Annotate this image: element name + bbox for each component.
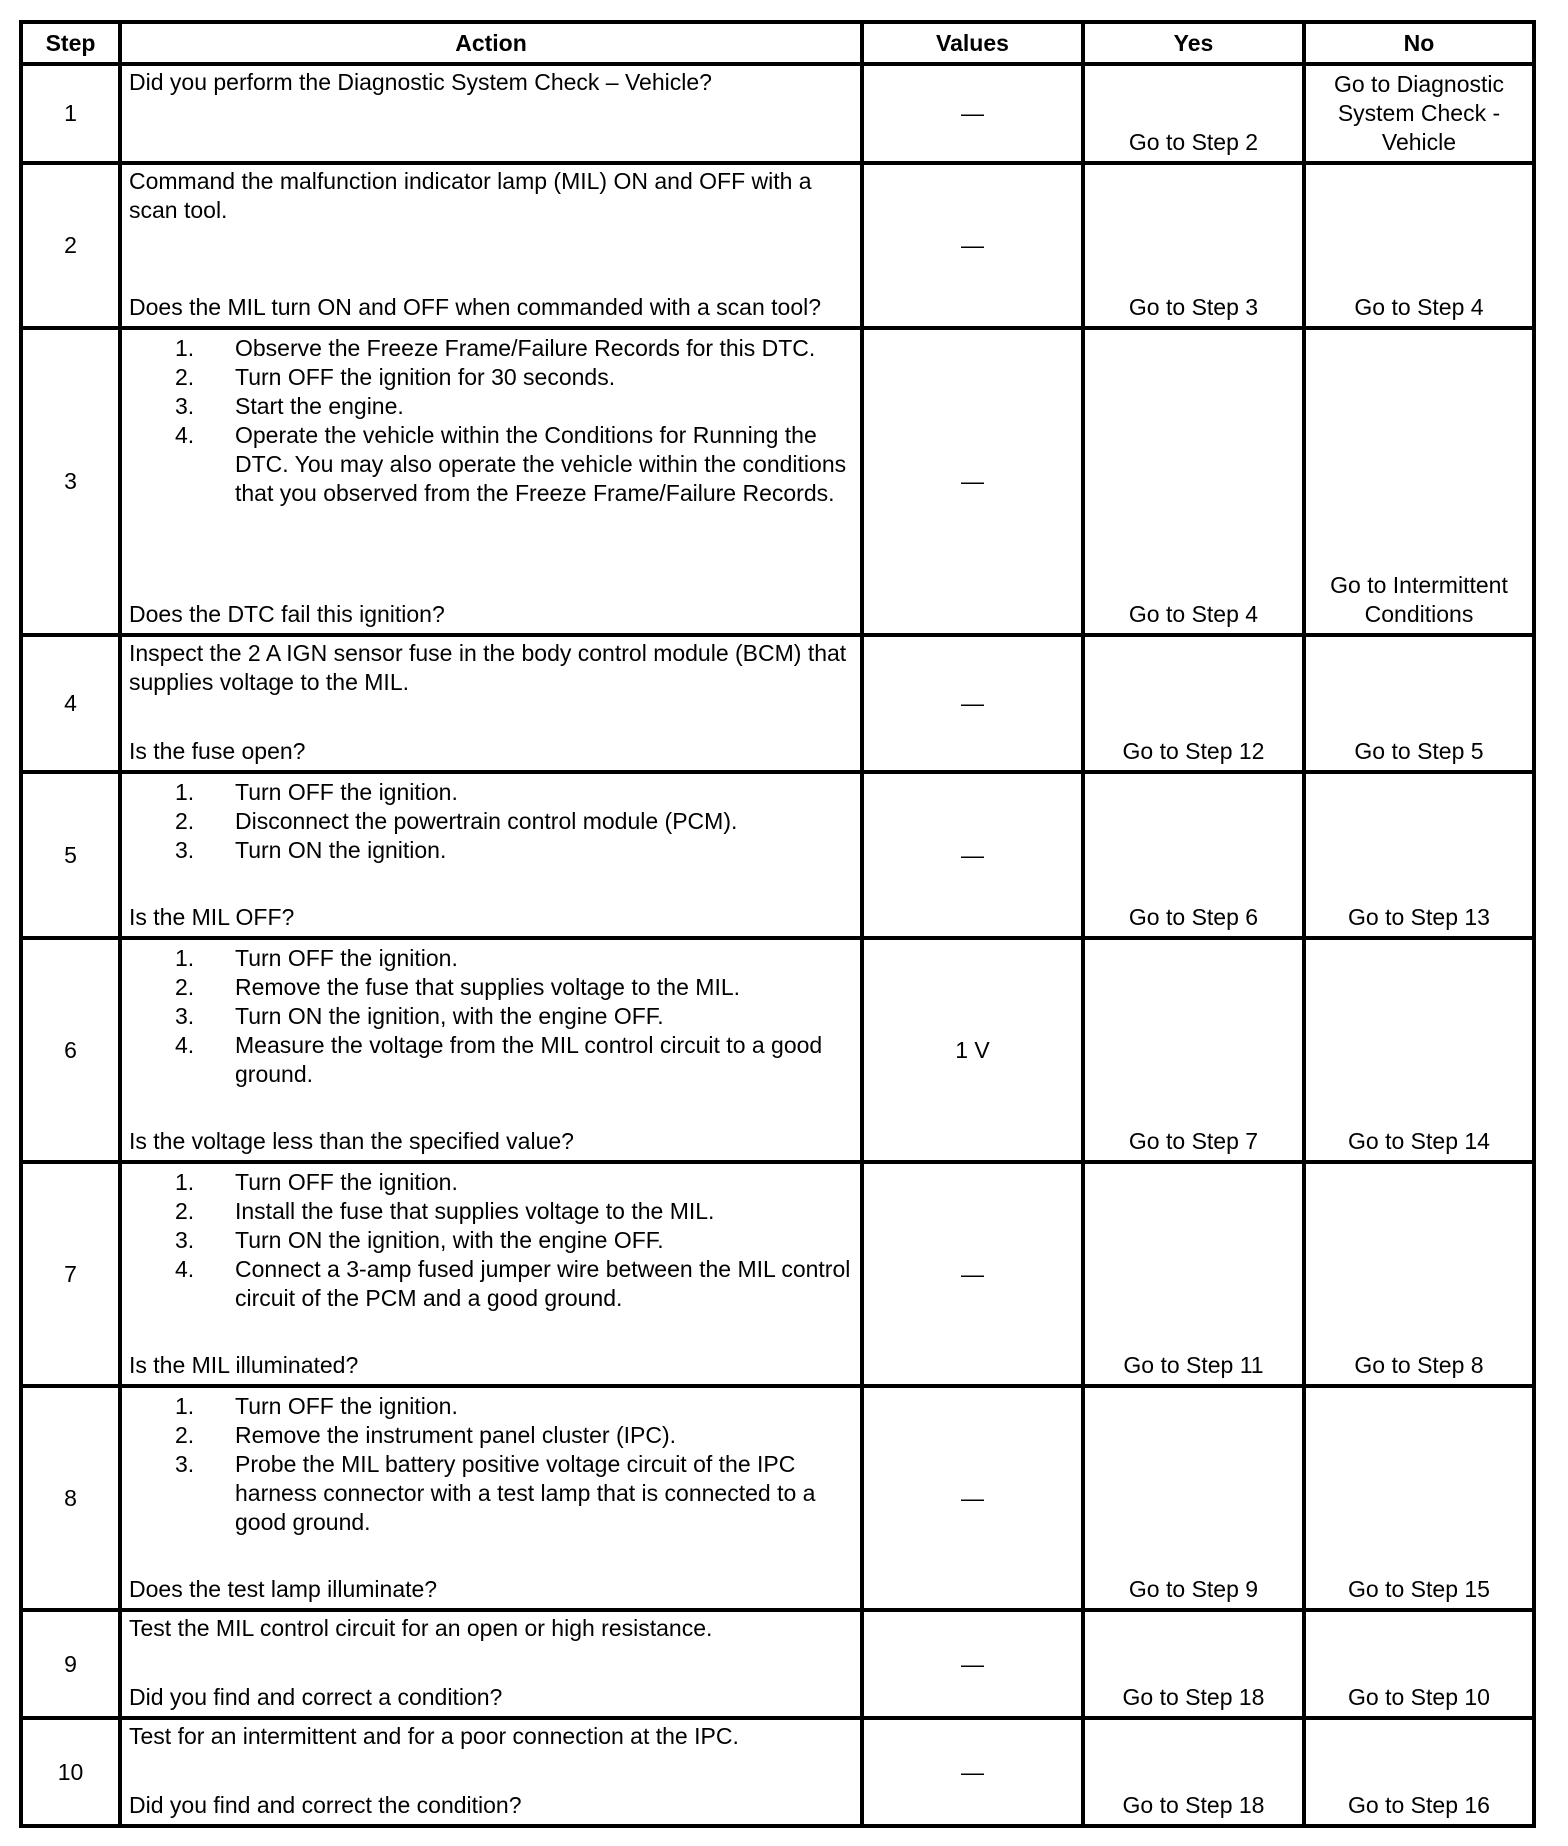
value-cell: 1 V <box>862 938 1083 1162</box>
action-question: Does the DTC fail this ignition? <box>129 601 445 627</box>
list-item <box>129 1031 852 1089</box>
list-item-text: Turn ON the ignition. <box>235 837 447 863</box>
action-instructions <box>129 639 852 697</box>
step-number: 6 <box>21 938 120 1162</box>
table-row <box>21 772 1534 938</box>
list-item-number: 3. <box>175 837 195 863</box>
action-cell <box>120 328 862 635</box>
list-item <box>129 363 852 392</box>
yes-cell: Go to Step 9 <box>1083 1386 1304 1610</box>
step-number: 5 <box>21 772 120 938</box>
list-item-number: 2. <box>175 1198 195 1224</box>
action-instructions <box>129 1390 852 1537</box>
list-item-text: Start the engine. <box>235 393 404 419</box>
action-instructions <box>129 776 852 865</box>
list-item-text: Turn OFF the ignition for 30 seconds. <box>235 364 616 390</box>
header-step: Step <box>21 22 120 64</box>
action-list <box>129 334 852 508</box>
value-cell: — <box>862 635 1083 772</box>
yes-cell: Go to Step 18 <box>1083 1718 1304 1826</box>
step-number: 1 <box>21 64 120 163</box>
no-cell: Go to Step 4 <box>1304 163 1534 328</box>
action-question: Is the voltage less than the specified value? <box>129 1128 574 1154</box>
list-item-number: 1. <box>175 779 195 805</box>
list-item-text: Remove the instrument panel cluster (IPC). <box>235 1422 677 1448</box>
list-item-text: Measure the voltage from the MIL control circuit to a good ground. <box>235 1032 823 1087</box>
list-item-text: Turn OFF the ignition. <box>235 945 458 971</box>
yes-cell: Go to Step 4 <box>1083 328 1304 635</box>
list-item-number: 1. <box>175 1393 195 1419</box>
list-item-number: 4. <box>175 422 195 448</box>
table-row <box>21 938 1534 1162</box>
list-item-number: 2. <box>175 364 195 390</box>
action-intro: Command the malfunction indicator lamp (MIL) ON and OFF with a scan tool. <box>129 168 812 223</box>
no-cell: Go to Intermittent Conditions <box>1304 328 1534 635</box>
no-cell: Go to Diagnostic System Check - Vehicle <box>1304 64 1534 163</box>
list-item-number: 1. <box>175 1169 195 1195</box>
action-cell <box>120 772 862 938</box>
action-instructions <box>129 1614 852 1643</box>
action-intro: Did you perform the Diagnostic System Check – Vehicle? <box>129 69 712 95</box>
action-list <box>129 944 852 1089</box>
value-cell: — <box>862 163 1083 328</box>
action-cell <box>120 938 862 1162</box>
action-question: Is the MIL illuminated? <box>129 1352 359 1378</box>
action-cell <box>120 163 862 328</box>
no-cell: Go to Step 5 <box>1304 635 1534 772</box>
action-content <box>122 1720 860 1824</box>
action-content <box>122 774 860 936</box>
yes-cell: Go to Step 11 <box>1083 1162 1304 1386</box>
list-item <box>129 421 852 508</box>
yes-cell: Go to Step 18 <box>1083 1610 1304 1718</box>
step-number: 3 <box>21 328 120 635</box>
table-row <box>21 635 1534 772</box>
action-list <box>129 1168 852 1313</box>
list-item <box>129 334 852 363</box>
value-cell: — <box>862 772 1083 938</box>
list-item-text: Turn ON the ignition, with the engine OFF. <box>235 1003 664 1029</box>
table-row <box>21 1610 1534 1718</box>
yes-cell: Go to Step 7 <box>1083 938 1304 1162</box>
list-item <box>129 1197 852 1226</box>
action-intro: Inspect the 2 A IGN sensor fuse in the body control module (BCM) that supplies voltage to the MIL. <box>129 640 847 695</box>
action-content <box>122 1388 860 1608</box>
step-number: 7 <box>21 1162 120 1386</box>
action-cell <box>120 64 862 163</box>
table-row <box>21 1386 1534 1610</box>
yes-cell: Go to Step 6 <box>1083 772 1304 938</box>
action-question: Is the MIL OFF? <box>129 904 295 930</box>
action-question: Does the test lamp illuminate? <box>129 1576 438 1602</box>
header-action: Action <box>120 22 862 64</box>
table-row <box>21 1718 1534 1826</box>
table-row <box>21 64 1534 163</box>
header-yes: Yes <box>1083 22 1304 64</box>
list-item-number: 3. <box>175 393 195 419</box>
list-item-number: 1. <box>175 945 195 971</box>
value-cell: — <box>862 1718 1083 1826</box>
list-item-number: 4. <box>175 1256 195 1282</box>
list-item <box>129 1421 852 1450</box>
list-item-number: 2. <box>175 1422 195 1448</box>
action-instructions <box>129 1166 852 1313</box>
action-cell <box>120 1718 862 1826</box>
no-cell: Go to Step 13 <box>1304 772 1534 938</box>
list-item-number: 3. <box>175 1227 195 1253</box>
action-content <box>122 1612 860 1716</box>
yes-cell: Go to Step 2 <box>1083 64 1304 163</box>
header-values: Values <box>862 22 1083 64</box>
list-item <box>129 392 852 421</box>
header-no: No <box>1304 22 1534 64</box>
action-question: Did you find and correct a condition? <box>129 1684 503 1710</box>
list-item-text: Turn OFF the ignition. <box>235 1393 458 1419</box>
action-content <box>122 637 860 770</box>
action-cell <box>120 635 862 772</box>
action-content <box>122 1164 860 1384</box>
yes-cell: Go to Step 3 <box>1083 163 1304 328</box>
action-content <box>122 165 860 326</box>
step-number: 8 <box>21 1386 120 1610</box>
list-item-text: Probe the MIL battery positive voltage circuit of the IPC harness connector with a test lamp that is connected to a good ground. <box>235 1451 816 1535</box>
list-item <box>129 807 852 836</box>
step-number: 2 <box>21 163 120 328</box>
action-question: Did you find and correct the condition? <box>129 1792 522 1818</box>
list-item-text: Connect a 3-amp fused jumper wire between the MIL control circuit of the PCM and a good ground. <box>235 1256 851 1311</box>
yes-cell: Go to Step 12 <box>1083 635 1304 772</box>
action-content <box>122 330 860 633</box>
action-instructions <box>129 68 852 97</box>
action-intro: Test for an intermittent and for a poor connection at the IPC. <box>129 1723 739 1749</box>
action-cell <box>120 1610 862 1718</box>
table-row <box>21 328 1534 635</box>
list-item-text: Turn OFF the ignition. <box>235 779 458 805</box>
header-row <box>21 22 1534 64</box>
action-instructions <box>129 1722 852 1751</box>
action-list <box>129 1392 852 1537</box>
list-item-number: 3. <box>175 1003 195 1029</box>
list-item <box>129 1226 852 1255</box>
list-item <box>129 1392 852 1421</box>
list-item-text: Turn ON the ignition, with the engine OFF. <box>235 1227 664 1253</box>
no-cell: Go to Step 14 <box>1304 938 1534 1162</box>
action-cell <box>120 1386 862 1610</box>
list-item <box>129 1450 852 1537</box>
action-instructions <box>129 942 852 1089</box>
no-cell: Go to Step 8 <box>1304 1162 1534 1386</box>
table-row <box>21 163 1534 328</box>
no-cell: Go to Step 15 <box>1304 1386 1534 1610</box>
list-item-number: 2. <box>175 974 195 1000</box>
list-item-text: Operate the vehicle within the Conditions for Running the DTC. You may also operate the vehicle within the conditions that you observed from the Freeze Frame/Failure Records. <box>235 422 847 506</box>
list-item <box>129 1255 852 1313</box>
table-row <box>21 1162 1534 1386</box>
action-intro: Test the MIL control circuit for an open or high resistance. <box>129 1615 713 1641</box>
value-cell: — <box>862 1386 1083 1610</box>
value-cell: — <box>862 1610 1083 1718</box>
step-number: 9 <box>21 1610 120 1718</box>
no-cell: Go to Step 10 <box>1304 1610 1534 1718</box>
list-item <box>129 1002 852 1031</box>
list-item-text: Install the fuse that supplies voltage to the MIL. <box>235 1198 715 1224</box>
value-cell: — <box>862 1162 1083 1386</box>
list-item-text: Disconnect the powertrain control module (PCM). <box>235 808 738 834</box>
list-item <box>129 944 852 973</box>
action-content <box>122 940 860 1160</box>
diagnostic-table <box>19 20 1536 1828</box>
action-question: Does the MIL turn ON and OFF when commanded with a scan tool? <box>129 294 822 320</box>
list-item <box>129 1168 852 1197</box>
step-number: 4 <box>21 635 120 772</box>
list-item <box>129 973 852 1002</box>
list-item-text: Turn OFF the ignition. <box>235 1169 458 1195</box>
action-cell <box>120 1162 862 1386</box>
list-item-text: Remove the fuse that supplies voltage to the MIL. <box>235 974 741 1000</box>
no-cell: Go to Step 16 <box>1304 1718 1534 1826</box>
action-instructions <box>129 167 852 225</box>
list-item-number: 3. <box>175 1451 195 1477</box>
value-cell: — <box>862 328 1083 635</box>
list-item <box>129 836 852 865</box>
action-instructions <box>129 332 852 508</box>
list-item-text: Observe the Freeze Frame/Failure Records for this DTC. <box>235 335 816 361</box>
list-item-number: 4. <box>175 1032 195 1058</box>
action-content <box>122 66 860 161</box>
action-question: Is the fuse open? <box>129 738 306 764</box>
value-cell: — <box>862 64 1083 163</box>
list-item-number: 2. <box>175 808 195 834</box>
action-list <box>129 778 852 865</box>
list-item-number: 1. <box>175 335 195 361</box>
list-item <box>129 778 852 807</box>
step-number: 10 <box>21 1718 120 1826</box>
